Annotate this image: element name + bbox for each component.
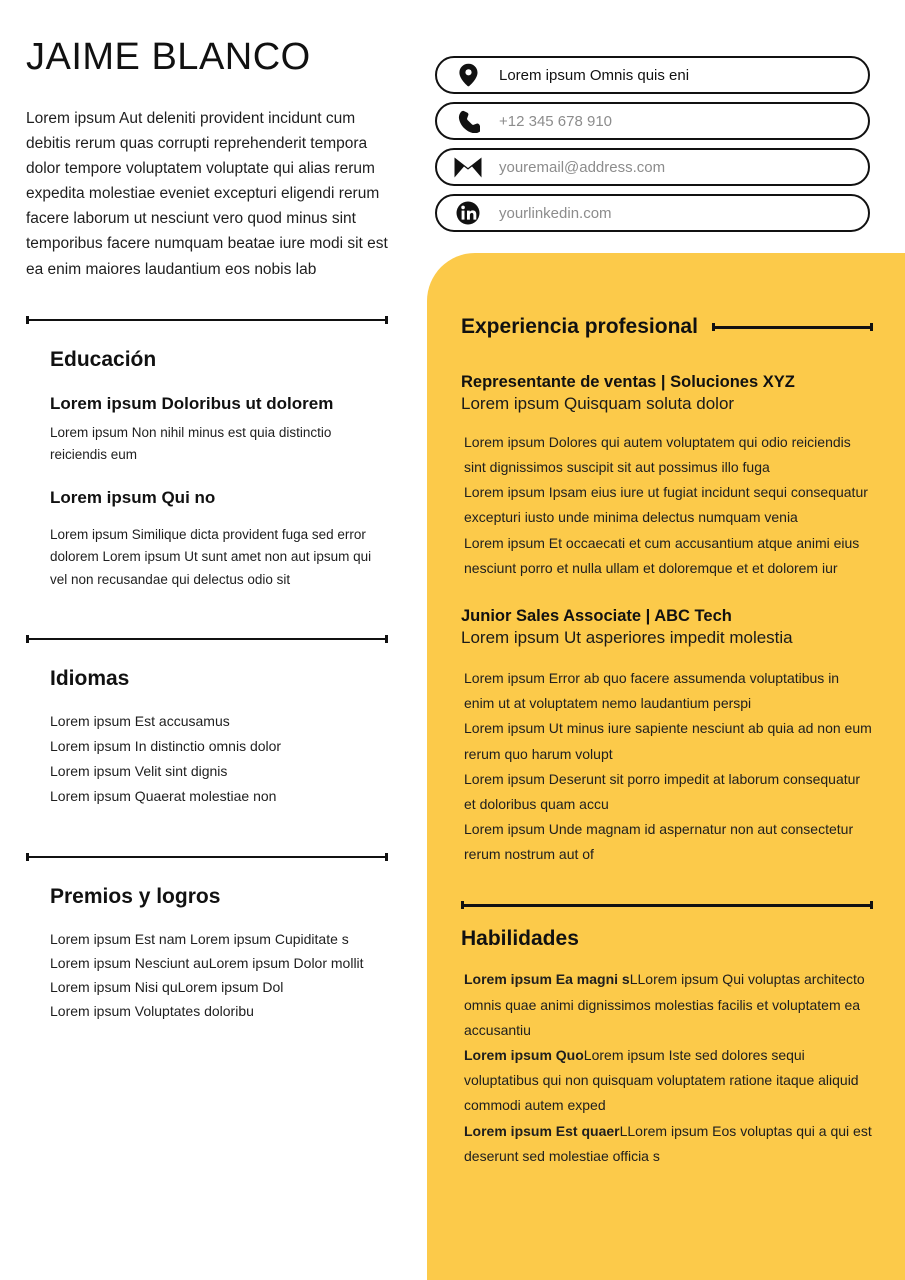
language-list [50, 709, 384, 809]
list-item [464, 967, 873, 1043]
contact-pill-location[interactable] [435, 56, 870, 94]
contact-block [435, 56, 870, 240]
education-entry-body: Lorem ipsum Similique dicta provident fuga sed error dolorem Lorem ipsum Ut sunt amet non aut ipsum qui vel non recusandae qui delectus odio sit [50, 527, 372, 587]
list-item: Lorem ipsum Ipsam eius iure ut fugiat incidunt sequi consequatur excepturi iusto unde minima delectus numquam venia [464, 484, 868, 526]
contact-value-linkedin: yourlinkedin.com [499, 204, 612, 222]
divider-bar [26, 319, 388, 322]
section-divider-idiomas [26, 635, 388, 643]
list-item: Lorem ipsum Nesciunt auLorem ipsum Dolor mollit [50, 954, 364, 971]
list-item: Lorem ipsum Unde magnam id aspernatur non aut consectetur rerum nostrum aut of [464, 821, 854, 863]
list-item: Lorem ipsum Est nam Lorem ipsum Cupiditate s [50, 930, 349, 947]
list-item: Lorem ipsum Velit sint dignis [50, 762, 228, 779]
awards-list [50, 927, 384, 1023]
divider-cap-right [385, 316, 388, 324]
job-title: Junior Sales Associate | ABC Tech [461, 606, 732, 625]
divider-cap-right [385, 853, 388, 861]
right-column [461, 298, 873, 1169]
section-heading-idiomas: Idiomas [50, 666, 130, 690]
job-title: Representante de ventas | Soluciones XYZ [461, 372, 795, 391]
job-bullets [464, 666, 873, 868]
section-header-experiencia [461, 298, 873, 357]
list-item [464, 1119, 873, 1169]
section-heading-habilidades: Habilidades [461, 927, 579, 951]
list-item: Lorem ipsum Et occaecati et cum accusantium atque animi eius nesciunt porro et nulla ullam et doloremque et et dolorem iur [464, 534, 860, 576]
education-entry-title: Lorem ipsum Doloribus ut dolorem [50, 393, 334, 413]
contact-value-email: youremail@address.com [499, 158, 666, 176]
education-entry-body: Lorem ipsum Non nihil minus est quia distinctio reiciendis eum [50, 424, 332, 462]
education-entry-title: Lorem ipsum Qui no [50, 488, 216, 508]
skill-lead: Lorem ipsum Ea magni s [464, 971, 630, 988]
section-header-rule [712, 323, 873, 331]
section-heading-experiencia: Experiencia profesional [461, 315, 698, 339]
divider-bar [712, 326, 873, 329]
list-item: Lorem ipsum Deserunt sit porro impedit at laborum consequatur et doloribus quam accu [464, 770, 861, 812]
section-divider-premios [26, 853, 388, 861]
section-experiencia [461, 298, 873, 867]
page-title: JAIME BLANCO [26, 36, 311, 78]
section-educacion [26, 316, 388, 591]
email-icon [437, 157, 499, 178]
phone-icon [437, 110, 499, 133]
job-subtitle: Lorem ipsum Quisquam soluta dolor [461, 393, 735, 413]
list-item: Lorem ipsum Ut minus iure sapiente nesciunt ab quia ad non eum rerum quo harum volupt [464, 720, 872, 762]
skills-list [464, 967, 873, 1169]
list-item: Lorem ipsum Dolores qui autem voluptatem qui odio reiciendis sint dignissimos suscipit sit aut possimus illo fuga [464, 433, 851, 476]
divider-bar [461, 904, 873, 907]
skill-rest: LLorem ipsum Eos voluptas qui a qui est deserunt sed molestiae officia s [464, 1122, 872, 1164]
list-item: Lorem ipsum Error ab quo facere assumenda voluptatibus in enim ut at voluptatem nemo laudantium perspi [464, 669, 840, 712]
section-heading-educacion: Educación [50, 347, 157, 371]
contact-pill-linkedin[interactable] [435, 194, 870, 232]
skill-rest: Lorem ipsum Iste sed dolores sequi voluptatibus qui non quisquam voluptatem ratione itaque aliquid commodi autem exped [464, 1047, 859, 1114]
divider-bar [26, 856, 388, 859]
section-habilidades [461, 901, 873, 1169]
job-bullets [464, 430, 873, 581]
list-item: Lorem ipsum Est accusamus [50, 712, 230, 729]
divider-cap-right [385, 635, 388, 643]
contact-pill-email[interactable] [435, 148, 870, 186]
contact-pill-phone[interactable] [435, 102, 870, 140]
skill-lead: Lorem ipsum Quo [464, 1047, 584, 1064]
skill-lead: Lorem ipsum Est quaer [464, 1122, 620, 1139]
skill-rest: LLorem ipsum Qui voluptas architecto omnis quae animi dignissimos molestias facilis et voluptatem ea accusantiu [464, 971, 865, 1038]
profile-summary: Lorem ipsum Aut deleniti provident incidunt cum debitis rerum quas corrupti reprehenderit tempora dolor tempore voluptatem voluptate qui alias rerum expedita molestiae eveniet excepturi eligendi rerum facere laborum ut nesciunt vero quod minus sint temporibus facere numquam beatae iure modi sit est ea enim maiores laudantium eos nobis lab [26, 109, 388, 278]
contact-value-location: Lorem ipsum Omnis quis eni [499, 66, 690, 84]
section-idiomas [26, 635, 388, 809]
left-column [26, 38, 388, 1023]
location-pin-icon [437, 63, 499, 87]
section-divider-habilidades [461, 901, 873, 909]
list-item: Lorem ipsum In distinctio omnis dolor [50, 737, 282, 754]
section-heading-premios: Premios y logros [50, 884, 221, 908]
list-item: Lorem ipsum Nisi quLorem ipsum Dol [50, 978, 284, 995]
list-item: Lorem ipsum Voluptates doloribu [50, 1002, 254, 1019]
list-item: Lorem ipsum Quaerat molestiae non [50, 787, 277, 804]
divider-bar [26, 638, 388, 641]
divider-cap-right [870, 901, 873, 909]
job-subtitle: Lorem ipsum Ut asperiores impedit molestia [461, 627, 793, 647]
contact-value-phone: +12 345 678 910 [499, 112, 613, 130]
section-premios [26, 853, 388, 1023]
section-divider-educacion [26, 316, 388, 324]
divider-cap-right [870, 323, 873, 331]
list-item [464, 1043, 873, 1119]
linkedin-icon [437, 201, 499, 225]
